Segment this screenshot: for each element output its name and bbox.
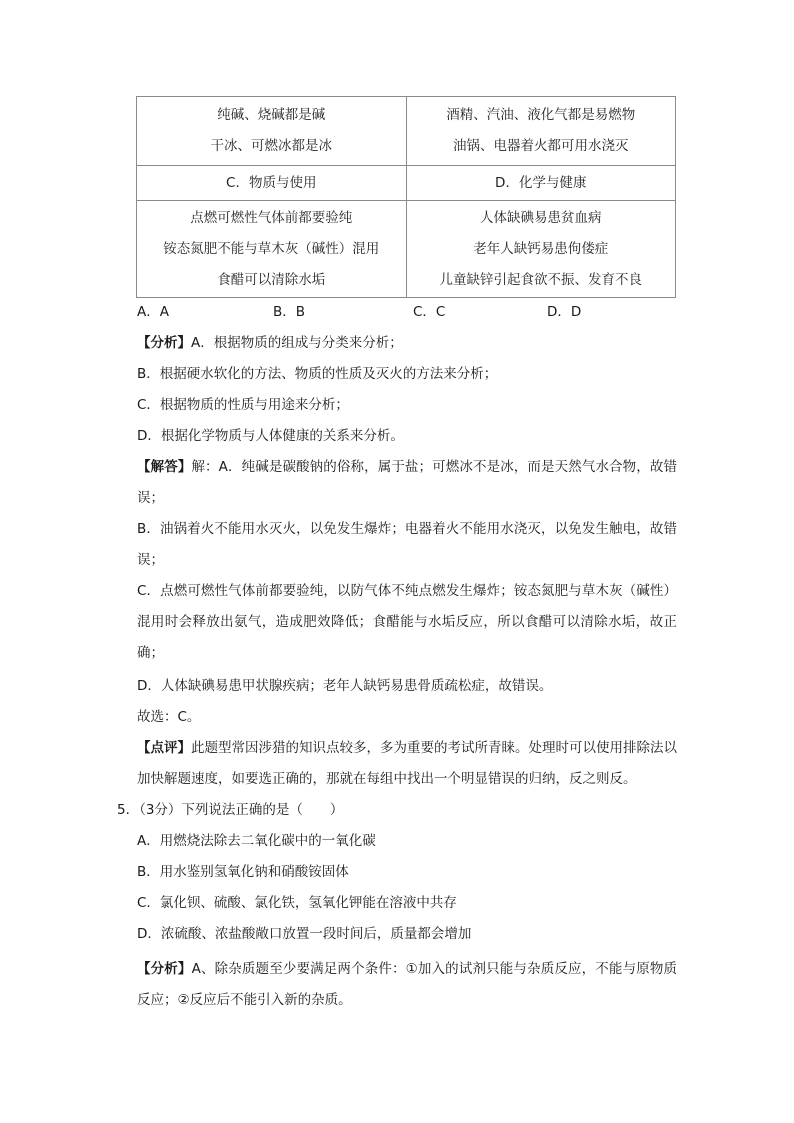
table-cell-line: 老年人缺钙易患佝偻症 <box>473 240 609 257</box>
table-row <box>137 97 676 166</box>
question-option: B．用水鉴别氢氧化钠和硝酸铵固体 <box>137 864 349 880</box>
analysis-line: C．根据物质的性质与用途来分析； <box>137 397 349 413</box>
table-row <box>137 201 676 298</box>
table-row <box>137 166 676 201</box>
comment-text: 此题型常因涉猎的知识点较多，多为重要的考试所青睐。处理时可以使用排除法以加快解题速度，如要选正确的，那就在每组中找出一个明显错误的归纳，反之则反。 <box>137 740 677 787</box>
table-cell <box>406 201 676 298</box>
options-table <box>136 96 676 298</box>
analysis-tag: 【分析】 <box>137 335 191 351</box>
analysis-line <box>137 328 677 359</box>
analysis-text: A．根据物质的组成与分类来分析； <box>191 335 403 351</box>
solution-paragraph: B．油锅着火不能用水灭火，以免发生爆炸；电器着火不能用水浇灭，以免发生触电，故错误； <box>137 521 677 568</box>
question-option: C．氯化钡、硫酸、氯化铁，氢氧化钾能在溶液中共存 <box>137 895 457 911</box>
table-cell <box>406 97 676 166</box>
choice-d: D．D <box>547 304 582 320</box>
table-header-cell <box>406 166 676 201</box>
question-option: A．用燃烧法除去二氧化碳中的一氧化碳 <box>137 833 376 849</box>
table-cell-line: D．化学与健康 <box>495 174 587 191</box>
table-cell <box>137 201 407 298</box>
question-option: D．浓硫酸、浓盐酸敞口放置一段时间后，质量都会增加 <box>137 926 472 942</box>
table-cell-line: 酒精、汽油、液化气都是易燃物 <box>446 107 636 123</box>
table-cell-line: 点燃可燃性气体前都要验纯 <box>190 209 353 226</box>
comment-tag: 【点评】 <box>137 740 191 756</box>
solution-paragraph <box>137 452 677 514</box>
table-cell-line: 纯碱、烧碱都是碱 <box>217 107 326 123</box>
solution-tag: 【解答】 <box>137 459 192 475</box>
table-cell-line: 铵态氮肥不能与草木灰（碱性）混用 <box>163 240 380 257</box>
table-cell-line: 油锅、电器着火都可用水浇灭 <box>453 138 629 154</box>
question-stem: 5．（3分）下列说法正确的是（ ） <box>117 802 344 818</box>
choice-c: C．C <box>413 304 446 320</box>
table-cell-line: 食醋可以清除水垢 <box>217 271 326 288</box>
solution-paragraph: D．人体缺碘易患甲状腺疾病；老年人缺钙易患骨质疏松症，故错误。 <box>137 678 553 694</box>
solution-paragraph: C．点燃可燃性气体前都要验纯，以防气体不纯点燃发生爆炸；铵态氮肥与草木灰（碱性）混用时会释放出氨气，造成肥效降低；食醋能与水垢反应，所以食醋可以清除水垢，故正确； <box>137 583 677 661</box>
table-cell-line: C．物质与使用 <box>226 174 317 191</box>
solution-answer: 故选：C。 <box>137 709 201 725</box>
analysis-line: D．根据化学物质与人体健康的关系来分析。 <box>137 428 404 444</box>
question-analysis <box>137 954 677 1016</box>
analysis-text: A、除杂质题至少要满足两个条件：①加入的试剂只能与杂质反应，不能与原物质反应；②反应后不能引入新的杂质。 <box>137 961 678 1008</box>
solution-text: 解：A．纯碱是碳酸钠的俗称，属于盐；可燃冰不是冰，而是天然气水合物，故错误； <box>137 459 677 506</box>
table-header-cell <box>137 166 407 201</box>
choice-a: A．A <box>137 304 169 320</box>
table-cell-line: 干冰、可燃冰都是冰 <box>210 138 332 154</box>
table-cell <box>137 97 407 166</box>
analysis-tag: 【分析】 <box>137 961 192 977</box>
table-cell-line: 人体缺碘易患贫血病 <box>480 209 602 226</box>
choice-b: B．B <box>273 304 306 320</box>
table-cell-line: 儿童缺锌引起食欲不振、发育不良 <box>439 271 642 288</box>
analysis-line: B．根据硬水软化的方法、物质的性质及灭火的方法来分析； <box>137 366 498 382</box>
comment-paragraph <box>137 733 677 795</box>
